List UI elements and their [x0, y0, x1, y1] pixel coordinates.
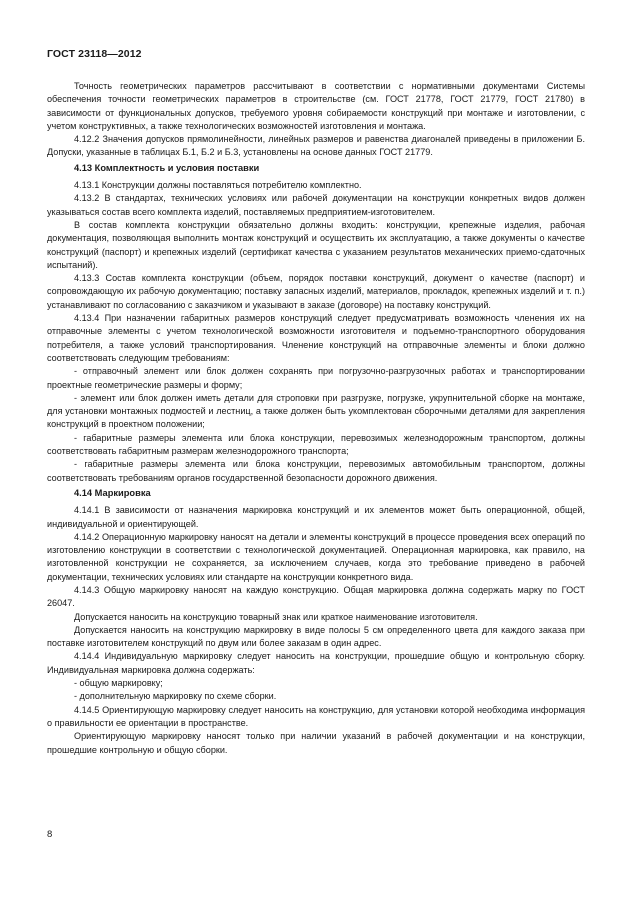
- paragraph: 4.13.4 При назначении габаритных размеров конструкций следует предусматривать возможность членения их на отправочные элементы с учетом технологической возможности изготовителя и подъемно-транспортного оборудования потребителя, а также условий транспортирования. Членение конструкций на отправочные элементы и блоки должно соответствовать следующим требованиям:: [47, 313, 585, 363]
- list-item: - габаритные размеры элемента или блока конструкции, перевозимых железнодорожным транспортом, должны соответствовать габаритным размерам железнодорожного транспорта;: [47, 432, 585, 457]
- paragraph: 4.14.3 Общую маркировку наносят на каждую конструкцию. Общая маркировка должна содержать марку по ГОСТ 26047.: [47, 584, 585, 609]
- list-item: - элемент или блок должен иметь детали для строповки при разгрузке, погрузке, укрупнительной сборке на монтаже, для установки монтажных подмостей и лестниц, а также должен быть укомплектован сборочными деталями для закрепления конструкций в проектном положении;: [47, 392, 585, 430]
- list-item: - отправочный элемент или блок должен сохранять при погрузочно-разгрузочных работах и транспортировании проектные геометрические размеры и форму;: [47, 366, 585, 390]
- section-heading: 4.14 Маркировка: [74, 487, 151, 498]
- paragraph: 4.13.3 Состав комплекта конструкции (объем, порядок поставки конструкций, документ о качестве (паспорт) и сопровождающую их рабочую документацию; поставку запасных изделий, материалов, прокладок, крепежных изделий и т. п.) устанавливают по согласованию с заказчиком и указывают в заказе (договоре) на поставку конструкций.: [47, 273, 585, 310]
- paragraph: Точность геометрических параметров рассчитывают в соответствии с нормативными документами Системы обеспечения точности геометрических параметров в строительстве (см. ГОСТ 21778, ГОСТ 21779, ГОСТ 21780) в зависимости от функциональных допусков, требуемого уровня собираемости конструкций при монтаже и изготовлении, с учетом конструктивных, а также технологических возможностей изготовления и монтажа.: [47, 81, 585, 131]
- section-heading: 4.13 Комплектность и условия поставки: [74, 162, 260, 173]
- paragraph: 4.14.5 Ориентирующую маркировку следует наносить на конструкцию, для установки которой необходима информация о правильности ее ориентации в пространстве.: [47, 704, 585, 728]
- paragraph: Допускается наносить на конструкцию маркировку в виде полосы 5 см определенного цвета для каждого заказа при поставке изготовителем конструкций по двум или более заказам в один адрес.: [47, 624, 585, 649]
- list-item: - дополнительную маркировку по схеме сборки.: [74, 691, 277, 702]
- list-item: - общую маркировку;: [74, 678, 163, 689]
- page-number: 8: [47, 829, 53, 840]
- paragraph: В состав комплекта конструкции обязательно должны входить: конструкции, крепежные изделия, рабочая документация, позволяющая выполнить монтаж конструкций и осуществить их эксплуатацию, а также документы о качестве конструкций (паспорт) и крепежных изделий (сертификат качества с указанием результатов механических приемо-сдаточных испытаний).: [47, 219, 585, 270]
- paragraph: Ориентирующую маркировку наносят только при наличии указаний в рабочей документации и на конструкции, прошедшие контрольную и общую сборки.: [47, 731, 585, 755]
- paragraph: 4.12.2 Значения допусков прямолинейности, линейных размеров и равенства диагоналей приведены в приложении Б. Допуски, указанные в таблицах Б.1, Б.2 и Б.3, установлены на основе данных ГОСТ 21779.: [47, 134, 585, 158]
- document-body: [47, 80, 585, 757]
- list-item: - габаритные размеры элемента или блока конструкции, перевозимых автомобильным транспортом, должны соответствовать требованиям органов государственной безопасности дорожного движения.: [47, 459, 585, 483]
- paragraph: 4.14.4 Индивидуальную маркировку следует наносить на конструкции, прошедшие общую и контрольную сборку. Индивидуальная маркировка должна содержать:: [47, 651, 585, 675]
- page-header: ГОСТ 23118—2012: [47, 48, 142, 60]
- paragraph: 4.13.2 В стандартах, технических условиях или рабочей документации на конструкции конкретных видов должен указываться состав всего комплекта изделий, поставляемых предприятием-изготовителем.: [47, 193, 585, 217]
- paragraph: 4.14.1 В зависимости от назначения маркировка конструкций и их элементов может быть операционной, общей, индивидуальной и ориентирующей.: [47, 505, 585, 529]
- paragraph: Допускается наносить на конструкцию товарный знак или краткое наименование изготовителя.: [74, 611, 478, 622]
- paragraph: 4.14.2 Операционную маркировку наносят на детали и элементы конструкций в процессе проведения всех операций по изготовлению конструкции в соответствии с технологической документацией. Операционная маркировка, как правило, на изготовленной конструкции не сохраняется, за исключением случаев, когда это требование приведено в рабочей документации, технических условиях или стандарте на конструкции конкретного вида.: [47, 531, 585, 582]
- paragraph: 4.13.1 Конструкции должны поставляться потребителю комплектно.: [74, 180, 362, 191]
